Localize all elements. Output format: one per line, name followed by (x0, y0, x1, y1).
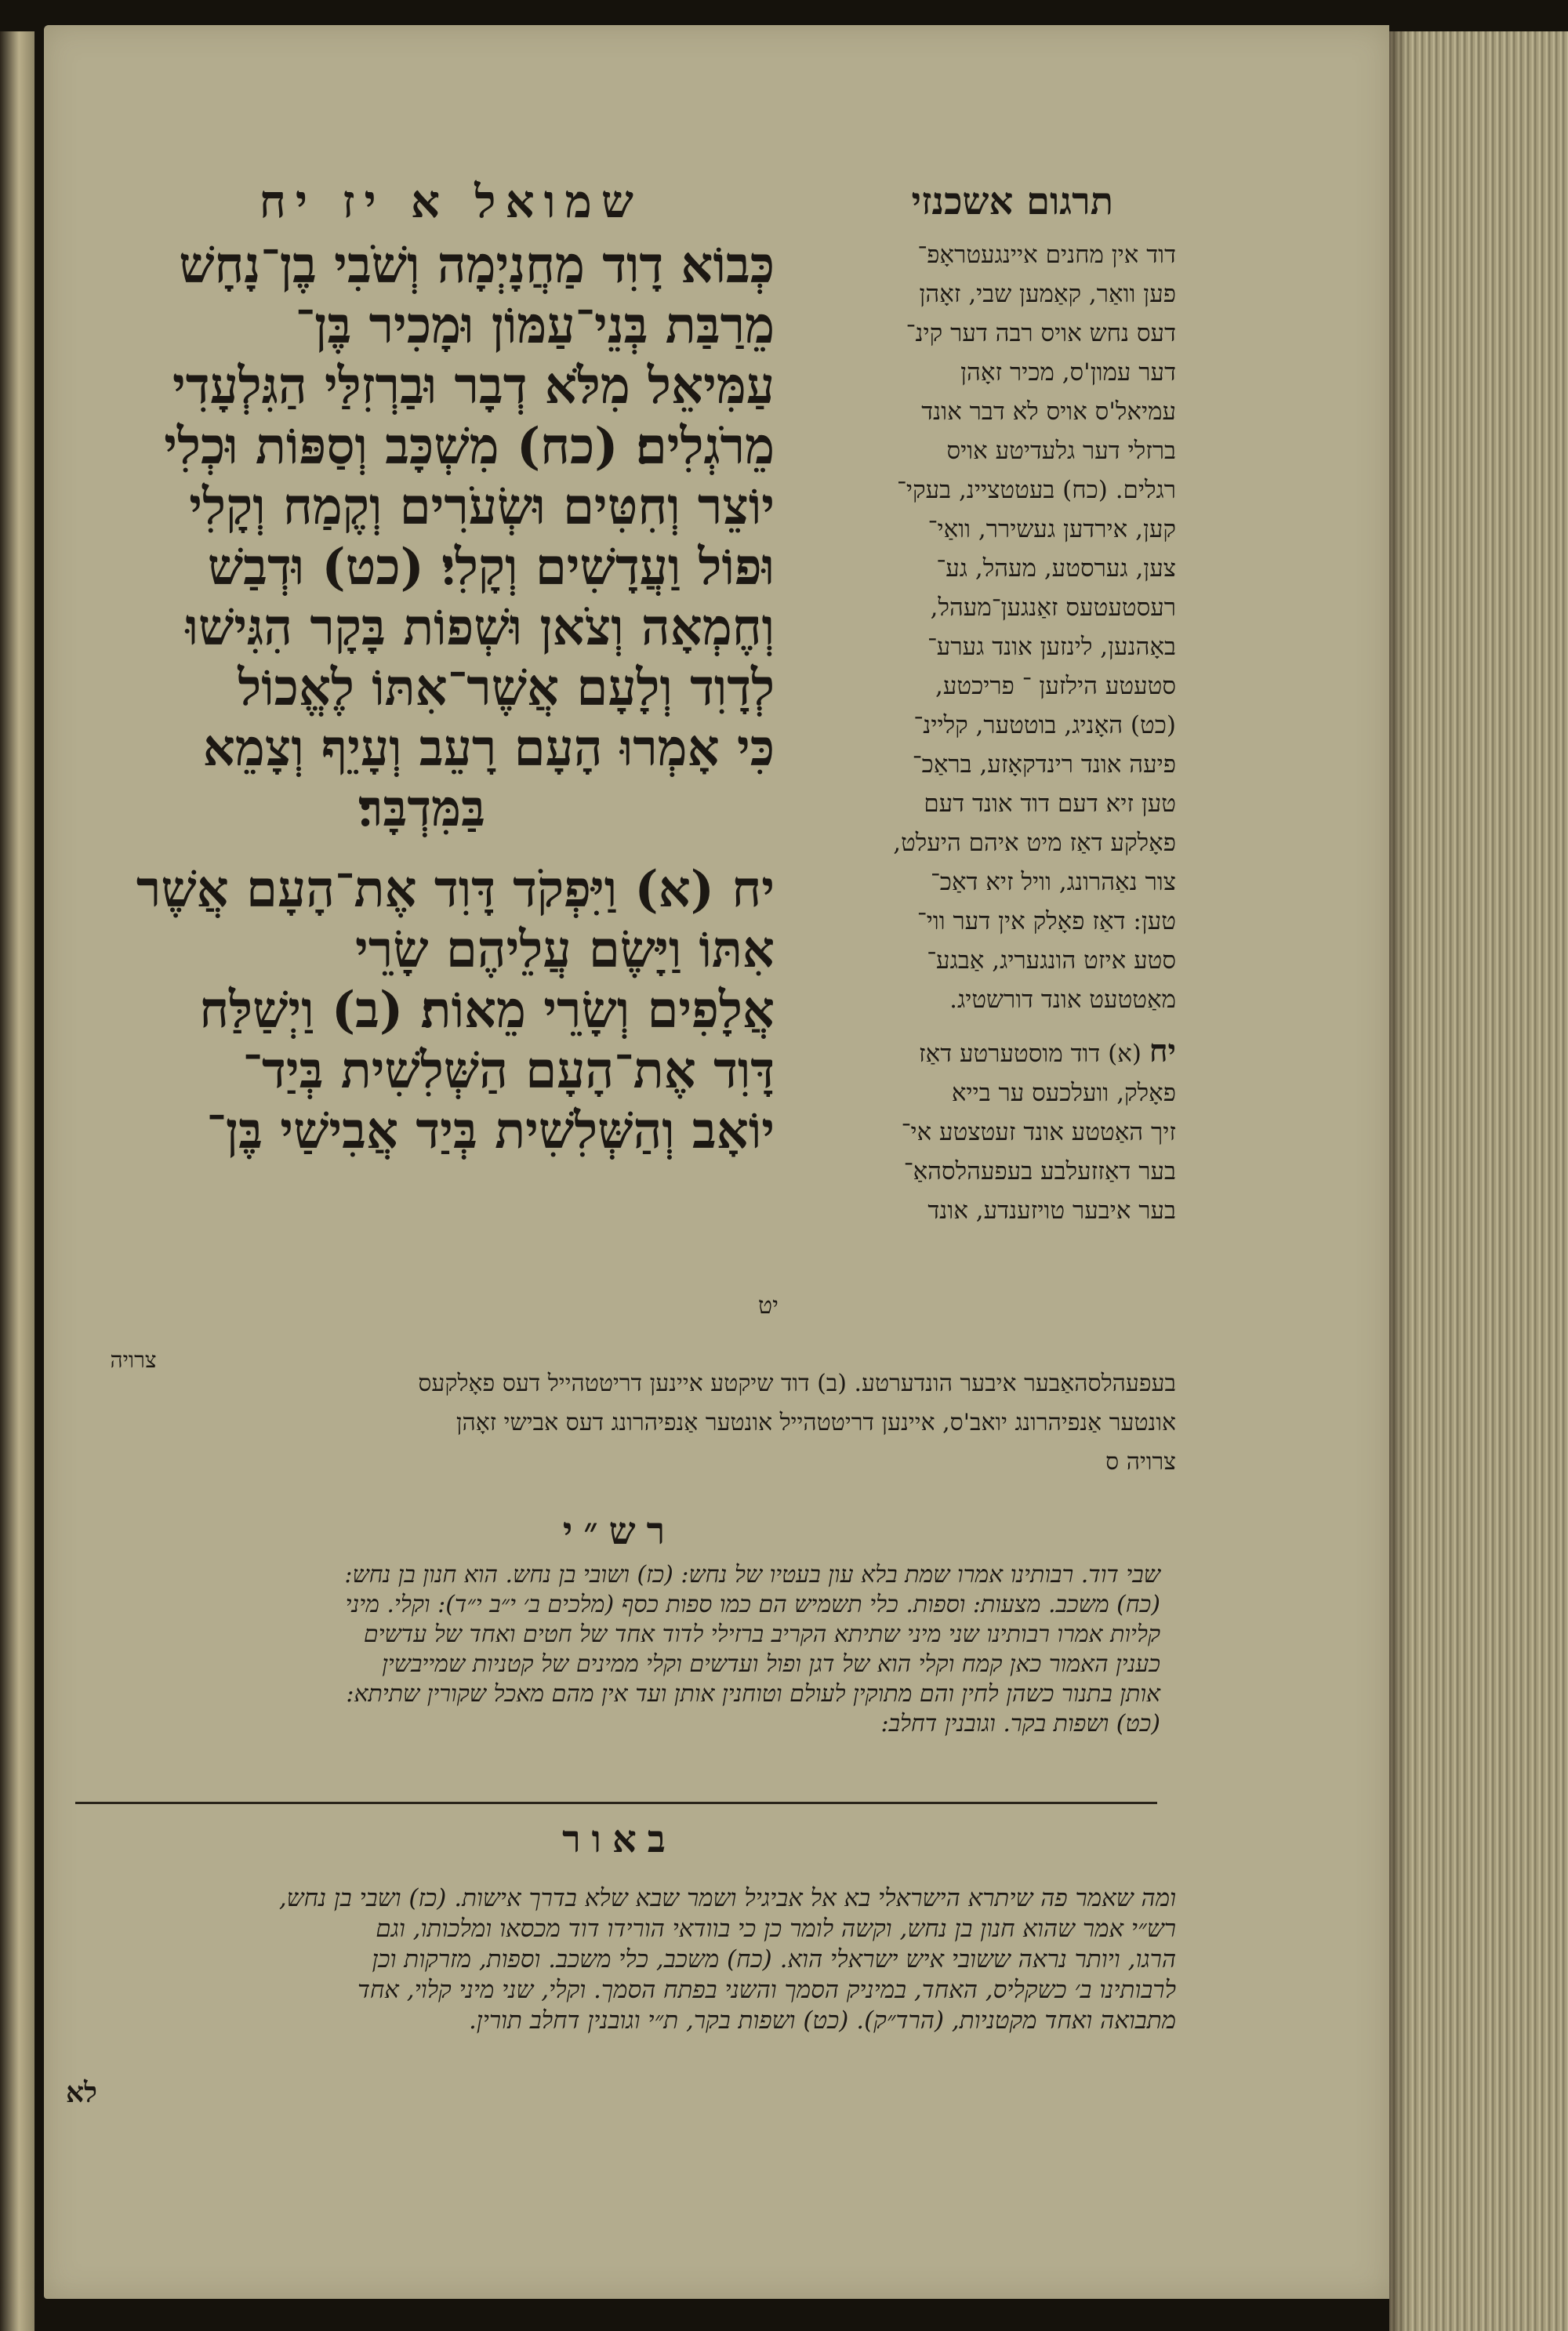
targum-line: ברזלי דער גלעדיטע אויס (946, 437, 1176, 465)
targum-line: סטעטע הילזען ־ פריכטע, (935, 672, 1176, 700)
targum-line: (כט) האָניג, בוטטער, קליינ־ (913, 711, 1176, 739)
biur-heading: באור (562, 1817, 677, 1861)
targum-line: דעס נחש אויס רבה דער קינ־ (906, 319, 1176, 347)
rashi-line: קליות אמרו רבותינו שני מיני שתיתא הקריב ברזילי לדוד אחד של חטים ואחד של עדשים (363, 1621, 1160, 1648)
targum-line: זיך האַטטע אונד זעטצטע אי־ (901, 1118, 1176, 1146)
targum-line: פאָלק, וועלכעס ער בייא (951, 1079, 1176, 1107)
running-head-targum: תרגום אשכנזי (911, 180, 1113, 223)
biur-line: רש״י אמר שהוא חנון בן נחש, וקשה לומר כן כי בוודאי הורידו דוד מכסאו ומלכותו, וגם (376, 1915, 1176, 1943)
targum-line: דער עמון'ס, מכיר זאָהן (960, 358, 1176, 387)
main-line: כִּי אָמְרוּ הָעָם רָעֵב וְעָיֵף וְצָמֵא (202, 719, 775, 778)
targum-line: בער דאַזזעלבע בעפעהלסהאַ־ (903, 1157, 1176, 1185)
targum-line: צען, גערסטע, מעהל, גע־ (936, 554, 1176, 583)
targum-line: טען: דאַז פאָלק אין דער ווי־ (916, 907, 1176, 935)
targum-line: מאַטטעט אונד דורשטיג. (949, 986, 1176, 1014)
main-line-end: בַּמִּדְבָּר׃ (358, 779, 485, 838)
targum-chapter-number: יח (1149, 1033, 1176, 1069)
targum-line: באָהנען, לינזען אונד גערע־ (927, 633, 1176, 661)
rashi-heading: רש״י (562, 1509, 677, 1553)
targum-line: טען זיא דעם דוד אונד דעם (924, 790, 1176, 818)
rashi-commentary (78, 1560, 1160, 1739)
main-line: יוֹאָב וְהַשְּׁלִשִׁית בְּיַד אֲבִישַׁי בֶּן־ (206, 1102, 775, 1160)
targum-line: קען, אירדען געשירר, וואַי־ (927, 515, 1176, 543)
rashi-line: כענין האמור כאן קמח וקלי הוא של דגן ופול ועדשים וקלי ממינים של קטניות שמייבשין (382, 1650, 1160, 1678)
targum-full-width (63, 1364, 1176, 1482)
targum-line: בער איבער טויזענדע, אונד (927, 1196, 1176, 1225)
targum-line: רעסטעטעס זאַנגען־מעהל, (930, 594, 1176, 622)
targum-line: דוד אין מחנים איינגעטראָפ־ (917, 241, 1176, 269)
main-line: אֲלָפִים וְשָׂרֵי מֵאוֹת׃ (ב) וַיְשַׁלַּח (199, 981, 775, 1040)
marginal-verse-number: יט (758, 1292, 779, 1320)
biur-line: הרגו, ויותר נראה ששובי איש ישראלי הוא. (כח) משכב, כלי משכב. וספות, מזרקות וכן (372, 1945, 1176, 1973)
targum-line: פען וואַר, קאַמען שבי, זאָהן (919, 280, 1176, 308)
facing-page-edge (0, 31, 34, 2331)
targum-line: עמיאל'ס אויס לא דבר אונד (921, 398, 1176, 426)
targum-line: רגלים. (כח) בעטטציינ, בעקי־ (897, 476, 1176, 504)
targum-wide-line: בעפעהלסהאַבער איבער הונדערטע. (ב) דוד שיקטע איינען דריטטהייל דעס פאָלקעס (418, 1370, 1176, 1397)
rashi-line: שבי דוד. רבותינו אמרו שמת בלא עון בעטיו של נחש: (כז) ושובי בן נחש. הוא חנון בן נחש: (344, 1561, 1160, 1588)
main-line: וְחֶמְאָה וְצֹאן וּשְׁפוֹת בָּקָר הִגִּישׁוּ (185, 598, 775, 657)
main-line: מֵרֹגְלִים׃ (כח) מִשְׁכָּב וְסַפּוֹת וּכְלִי (164, 417, 775, 476)
section-divider (75, 1802, 1157, 1804)
targum-line: פיעה אונד רינדקאָזע, בראַכ־ (912, 750, 1176, 779)
main-line: אִתּוֹ וַיָּשֶׂם עֲלֵיהֶם שָׂרֵי (355, 920, 775, 979)
rashi-line: (כט) ושפות בקר. וגובנין דחלב: (880, 1710, 1160, 1737)
targum-line: סטע איזט הונגעריג, אַבגע־ (927, 946, 1176, 975)
targum-line: פאָלקע דאַז מיט איהם היעלט, (893, 829, 1176, 857)
rashi-line: (כח) משכב. מצעות: וספות. כלי תשמיש הם כמו ספות כסף (מלכים ב׳ י״ב י״ד): וקלי. מיני (345, 1591, 1160, 1618)
main-line: עַמִּיאֵל מִלֹּא דְבָר וּבַרְזִלַּי הַגִּלְעָדִי (172, 357, 775, 416)
targum-chapter-line (784, 1032, 1176, 1073)
main-line: וּפוֹל וַעֲדָשִׁים וְקָלִי׃ (כט) וּדְבַשׁ (207, 538, 775, 597)
main-line: לְדָוִד וְלָעָם אֲשֶׁר־אִתּוֹ לֶאֱכוֹל (238, 659, 775, 717)
main-line-chapter-start: יח (א) וַיִּפְקֹד דָּוִד אֶת־הָעָם אֲשֶׁר (136, 860, 775, 919)
rashi-line: אותן בתנור כשהן לחין והם מתוקין לעולם וטוחנין אותן ועד אין מהם מאכל שקורין שתיתא: (346, 1680, 1160, 1708)
targum-line: (א) דוד מוסטערטע דאַז (919, 1040, 1142, 1068)
main-hebrew-text (69, 235, 775, 1161)
targum-wide-line: אונטער אַנפיהרונג יואב'ס, איינען דריטטהייל אונטער אַנפיהרונג דעס אבישי זאָהן (456, 1409, 1176, 1436)
page-catchword: לא (66, 2076, 97, 2109)
biur-line: לרבותינו ב׳ כשקליס, האחד, במיניק הסמך והשני בפתח הסמך. וקלי, שני מיני קלוי, אחד (357, 1976, 1176, 2004)
main-line: כְּבוֹא דָוִד מַחֲנָיְמָה וְשֹׁבִי בֶן־נָחָשׁ (179, 236, 775, 295)
book-page-edges (1389, 31, 1568, 2331)
biur-commentary (63, 1883, 1176, 2036)
main-line: דָּוִד אֶת־הָעָם הַשְּׁלִשִׁית בְּיַד־ (242, 1041, 775, 1100)
targum-line: צור נאַהרונג, וויל זיא דאַכ־ (930, 868, 1176, 896)
running-head-book: שמואל א יז יח (259, 175, 643, 228)
main-line: מֵרַבַּת בְּנֵי־עַמּוֹן וּמָכִיר בֶּן־ (295, 296, 775, 355)
main-catchword: צרויה (110, 1347, 157, 1373)
biur-line: מתבואה ואחד מקטניות, (הרד״ק). (כט) ושפות בקר, ת״י וגובנין דחלב תורין. (468, 2006, 1176, 2035)
main-line: יוֹצֵר וְחִטִּים וּשְׂעֹרִים וְקֶמַח וְקָלִי (189, 477, 775, 536)
targum-column (784, 235, 1176, 1230)
biur-line: ומה שאמר פה שיתרא הישראלי בא אל אביגיל ושמר שבא שלא בדרך אישות. (כז) ושבי בן נחש, (278, 1884, 1176, 1912)
targum-wide-line: צרויה ס (1105, 1448, 1176, 1476)
